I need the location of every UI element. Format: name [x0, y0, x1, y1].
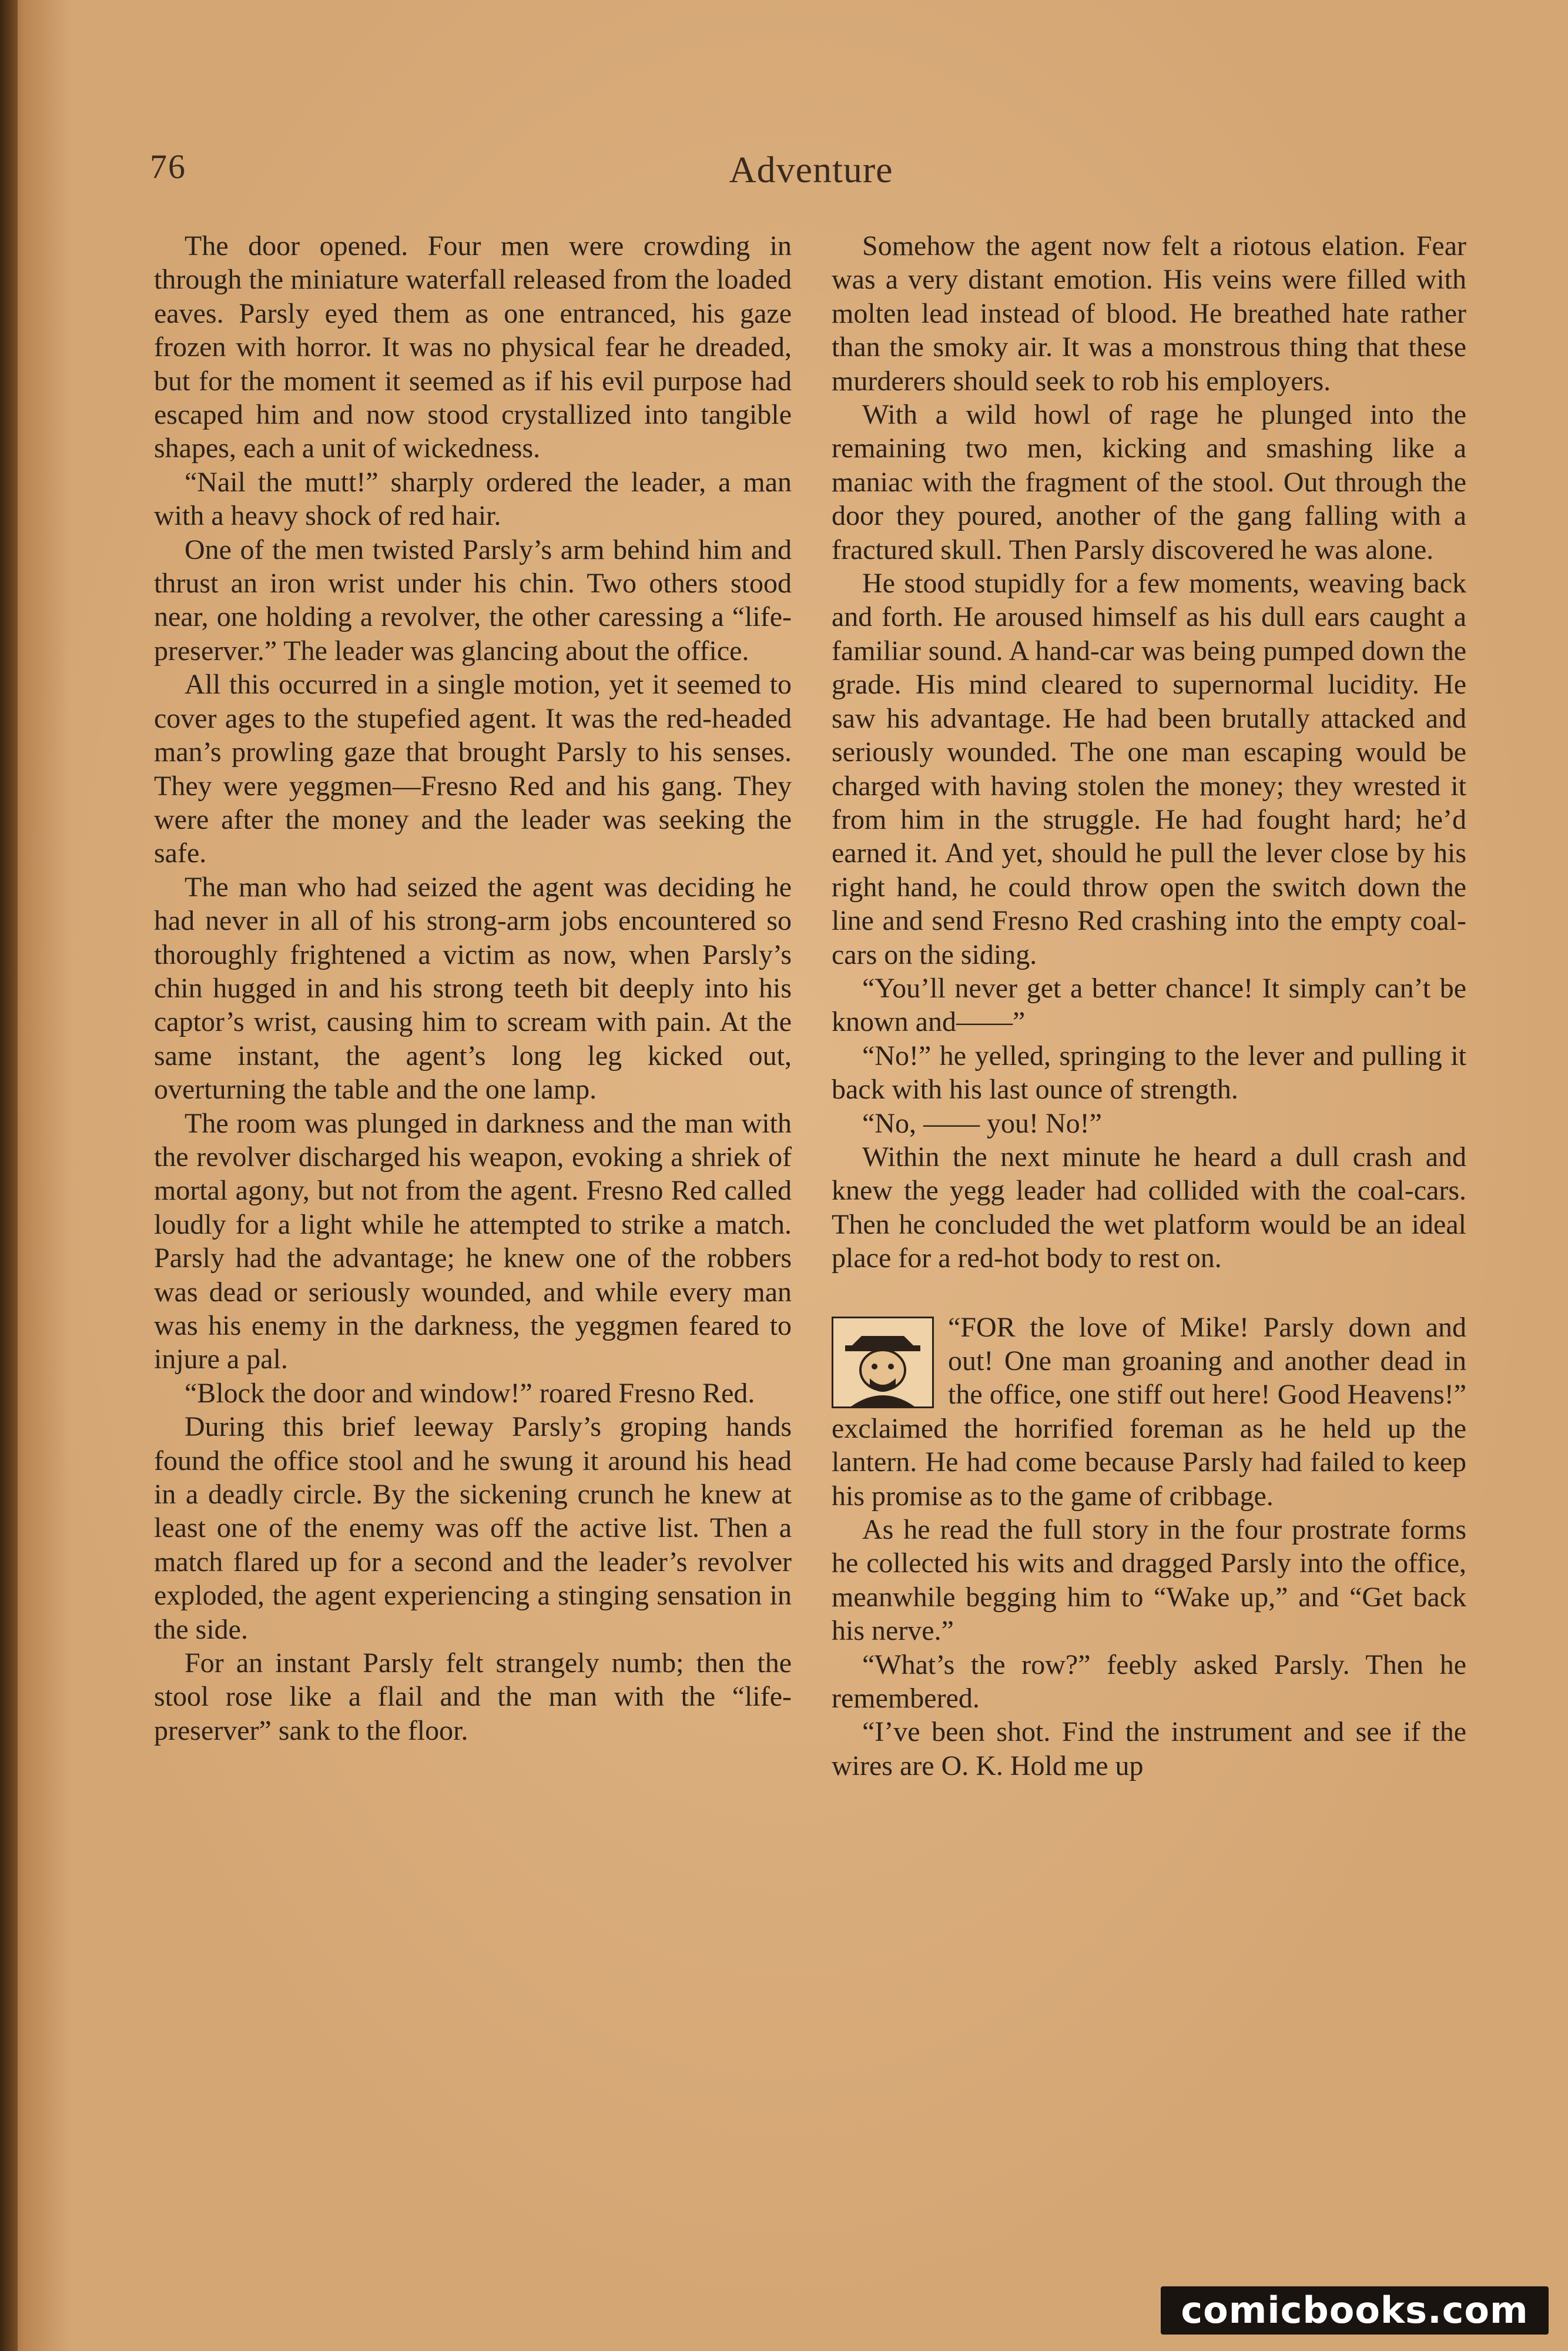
paragraph: During this brief leeway Parsly’s groping hands found the office stool and he swung it around his head in a deadly circle. By the sickening crunch he knew at least one of the enemy was off the active list. Then a match flared up for a second and the leader’s revolver exploded, the agent experiencing a stinging sensation in the side.: [154, 1411, 792, 1645]
paragraph: All this occurred in a single motion, yet it seemed to cover ages to the stupefied agent. It was the red-headed man’s prowling gaze that brought Parsly to his senses. They were yeggmen—Fresno Red and his gang. They were after the money and the leader was seeking the safe.: [154, 669, 792, 869]
page-edge: [0, 0, 18, 2351]
paragraph: Somehow the agent now felt a riotous elation. Fear was a very distant emotion. His veins were filled with molten lead instead of blood. He breathed hate rather than the smoky air. It was a monstrous thing that these murderers should seek to rob his employers.: [832, 230, 1466, 397]
paragraph: As he read the full story in the four prostrate forms he collected his wits and dragged Parsly into the office, meanwhile begging him to “Wake up,” and “Get back his nerve.”: [832, 1514, 1466, 1647]
watermark: comicbooks.com: [1161, 2286, 1549, 2335]
paragraph: “Nail the mutt!” sharply ordered the leader, a man with a heavy shock of red hair.: [154, 466, 792, 532]
man-with-hat-icon: [832, 1317, 934, 1408]
section-break: [832, 1275, 1466, 1311]
paragraph: “You’ll never get a better chance! It simply can’t be known and——”: [832, 972, 1466, 1038]
paragraph: The room was plunged in darkness and the man with the revolver discharged his weapon, evoking a shriek of mortal agony, but not from the agent. Fresno Red called loudly for a light while he attempted to strike a match. Parsly had the advantage; he knew one of the robbers was dead or seriously wounded, and while every man was his enemy in the darkness, the yeggmen feared to injure a pal.: [154, 1107, 792, 1375]
paragraph: He stood stupidly for a few moments, weaving back and forth. He aroused himself as his dull ears caught a familiar sound. A hand-car was being pumped down the grade. His mind cleared to supernormal lucidity. He saw his advantage. He had been brutally attacked and seriously wounded. The one man escaping would be charged with having stolen the money; they wrested it from him in the struggle. He had fought hard; he’d earned it. And yet, should he pull the lever close by his right hand, he could throw open the switch down the line and send Fresno Red crashing into the empty coal-cars on the siding.: [832, 568, 1466, 970]
paragraph: “FOR the love of Mike! Parsly down and out! One man groaning and another dead in the office, one stiff out here! Good Heavens!” exclaimed the horrified foreman as he held up the lantern. He had come because Parsly had failed to keep his promise as to the game of cribbage.: [832, 1311, 1466, 1512]
paragraph: One of the men twisted Parsly’s arm behind him and thrust an iron wrist under his chin. Two others stood near, one holding a revolver, the other caressing a “life-preserver.” The leader was glancing about the office.: [154, 534, 792, 667]
paragraph: “Block the door and window!” roared Fresno Red.: [185, 1377, 755, 1409]
right-column: [832, 229, 1466, 1783]
paragraph: With a wild howl of rage he plunged into the remaining two men, kicking and smashing like a maniac with the fragment of the stool. Out through the door they poured, another of the gang falling with a fractured skull. Then Parsly discovered he was alone.: [832, 399, 1466, 565]
paragraph: The man who had seized the agent was deciding he had never in all of his strong-arm jobs encountered so thoroughly frightened a victim as now, when Parsly’s chin hugged in and his strong teeth bit deeply into his captor’s wrist, causing him to scream with pain. At the same instant, the agent’s long leg kicked out, overturning the table and the one lamp.: [154, 871, 792, 1106]
paragraph: The door opened. Four men were crowding in through the miniature waterfall released from the loaded eaves. Parsly eyed them as one entranced, his gaze frozen with horror. It was no physical fear he dreaded, but for the moment it seemed as if his evil purpose had escaped him and now stood crystallized into tangible shapes, each a unit of wickedness.: [154, 230, 792, 464]
left-column: [154, 229, 792, 1747]
running-head: Adventure: [729, 149, 893, 190]
paragraph: For an instant Parsly felt strangely numb; then the stool rose like a flail and the man with the “life-preserver” sank to the floor.: [154, 1647, 792, 1746]
paragraph: “What’s the row?” feebly asked Parsly. Then he remembered.: [832, 1649, 1466, 1714]
page-number: 76: [150, 148, 186, 186]
paragraph: “No, —— you! No!”: [862, 1107, 1102, 1139]
paragraph: “No!” he yelled, springing to the lever and pulling it back with his last ounce of strength.: [832, 1040, 1466, 1106]
paragraph: “I’ve been shot. Find the instrument and see if the wires are O. K. Hold me up: [832, 1716, 1466, 1781]
paragraph: Within the next minute he heard a dull crash and knew the yegg leader had collided with the coal-cars. Then he concluded the wet platform would be an ideal place for a red-hot body to rest on.: [832, 1141, 1466, 1274]
